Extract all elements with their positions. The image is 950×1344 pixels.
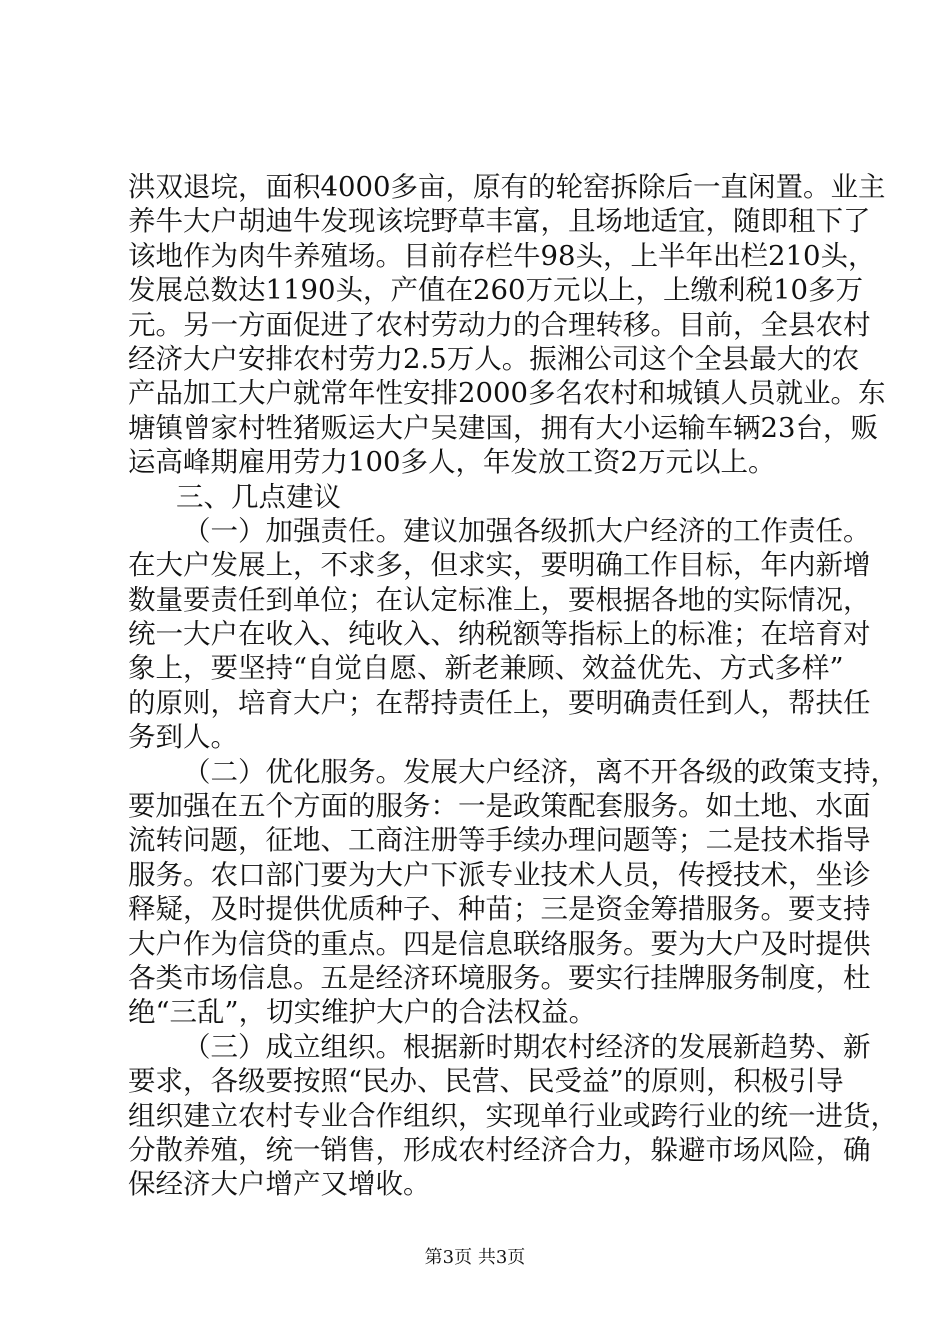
paragraph-2 <box>128 514 871 755</box>
text-line: （一）加强责任。建议加强各级抓大户经济的工作责任。 <box>183 514 871 547</box>
page-footer: 第3页 共3页 <box>424 1247 526 1268</box>
text-line: 产品加工大户就常年性安排2000多名农村和城镇人员就业。东 <box>128 377 886 410</box>
text-line: 的原则，培育大户；在帮持责任上，要明确责任到人，帮扶任 <box>128 686 871 719</box>
text-line: 服务。农口部门要为大户下派专业技术人员，传授技术，坐诊 <box>128 858 871 891</box>
text-line: 分散养殖，统一销售，形成农村经济合力，躲避市场风险，确 <box>128 1133 871 1166</box>
text-line: 统一大户在收入、纯收入、纳税额等指标上的标准；在培育对 <box>128 618 871 651</box>
text-line: 养牛大户胡迪牛发现该垸野草丰富，且场地适宜，随即租下了 <box>128 205 871 238</box>
text-line: 象上，要坚持“自觉自愿、新老兼顾、效益优先、方式多样” <box>128 652 844 685</box>
text-line: 保经济大户增产又增收。 <box>128 1168 431 1201</box>
text-line: 数量要责任到单位；在认定标准上，要根据各地的实际情况， <box>128 583 871 616</box>
text-line: （三）成立组织。根据新时期农村经济的发展新趋势、新 <box>183 1030 871 1063</box>
text-line: 要求，各级要按照“民办、民营、民受益”的原则，积极引导 <box>128 1065 844 1098</box>
paragraph-4 <box>128 1030 898 1202</box>
text-line: 该地作为肉牛养殖场。目前存栏牛98头，上半年出栏210头， <box>128 239 876 272</box>
text-line: 大户作为信贷的重点。四是信息联络服务。要为大户及时提供 <box>128 927 871 960</box>
document-body <box>128 170 898 1202</box>
text-line: 要加强在五个方面的服务：一是政策配套服务。如土地、水面 <box>128 790 871 823</box>
section-heading: 三、几点建议 <box>176 480 341 513</box>
text-line: 绝“三乱”，切实维护大户的合法权益。 <box>128 996 597 1029</box>
text-line: 务到人。 <box>128 721 238 754</box>
text-line: （二）优化服务。发展大户经济，离不开各级的政策支持， <box>183 755 898 788</box>
text-line: 各类市场信息。五是经济环境服务。要实行挂牌服务制度，杜 <box>128 961 871 994</box>
paragraph-3 <box>128 755 898 1030</box>
text-line: 塘镇曾家村牲猪贩运大户吴建国，拥有大小运输车辆23台，贩 <box>128 411 878 444</box>
text-line: 经济大户安排农村劳力2.5万人。振湘公司这个全县最大的农 <box>128 342 860 375</box>
text-line: 流转问题，征地、工商注册等手续办理问题等；二是技术指导 <box>128 824 871 857</box>
text-line: 运高峰期雇用劳力100多人，年发放工资2万元以上。 <box>128 446 776 479</box>
text-line: 发展总数达1190头，产值在260万元以上，上缴利税10多万 <box>128 274 863 307</box>
paragraph-1 <box>128 170 886 480</box>
text-line: 在大户发展上，不求多，但求实，要明确工作目标，年内新增 <box>128 549 871 582</box>
text-line: 组织建立农村专业合作组织，实现单行业或跨行业的统一进货， <box>128 1099 898 1132</box>
text-line: 释疑，及时提供优质种子、种苗；三是资金筹措服务。要支持 <box>128 893 871 926</box>
text-line: 元。另一方面促进了农村劳动力的合理转移。目前，全县农村 <box>128 308 871 341</box>
text-line: 洪双退垸，面积4000多亩，原有的轮窑拆除后一直闲置。业主 <box>128 171 886 203</box>
